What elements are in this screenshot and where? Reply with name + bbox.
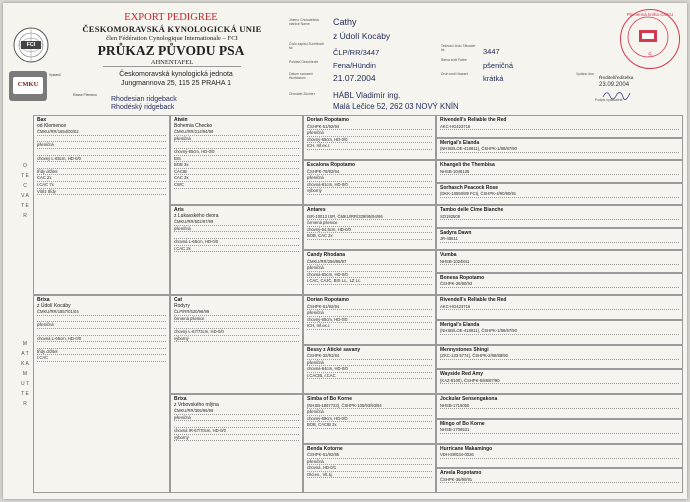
issuer-address: Jungmannova 25, 115 25 PRAHA 1 bbox=[120, 80, 231, 87]
detail-line: r.CAC 7x bbox=[37, 182, 166, 189]
detail-line: ČSHPK-26/90/93 bbox=[440, 281, 679, 288]
grandparent-cell bbox=[170, 394, 303, 493]
parent-cell bbox=[33, 115, 170, 295]
dog-name: Escalona Ropotamo bbox=[307, 162, 356, 168]
detail-line: pšeničná bbox=[174, 136, 299, 143]
dog-name: Aris bbox=[174, 207, 184, 213]
kennel-name: Rodyry bbox=[174, 302, 190, 309]
detail-line bbox=[37, 329, 166, 336]
great-great-grandparent-cell bbox=[436, 183, 683, 206]
dog-birthdate: 21.07.2004 bbox=[333, 73, 376, 83]
label-issued: Vydáno dne bbox=[576, 72, 594, 76]
dog-name: Mingo of Bo Korne bbox=[440, 420, 485, 427]
detail-line: (NHSB-1867723), ČSHPK-105/93/93/94 bbox=[307, 403, 432, 410]
detail-line: ČMKU/RR/305/96/99 bbox=[174, 408, 299, 415]
great-great-grandparent-cell bbox=[436, 369, 683, 394]
detail-line: BIS bbox=[174, 156, 299, 163]
great-grandparent-cell bbox=[303, 250, 436, 295]
export-pedigree-heading: EXPORT PEDIGREE bbox=[124, 12, 218, 23]
detail-line: červená pšenice bbox=[307, 220, 432, 227]
detail-line: chovný-69cm, HD-0/0 bbox=[307, 416, 432, 423]
mother-side-label: M A T K A M U T T E R bbox=[21, 341, 29, 407]
detail-line: chovná-61cm, HD-0/0 bbox=[307, 182, 432, 189]
detail-line: (NHSB/LOE-418811), ČSHPK-1/88/87/90 bbox=[440, 146, 679, 153]
dog-name: Hurricane Makamingo bbox=[440, 445, 493, 452]
detail-line: chovná L-65cm, HD-0/0 bbox=[37, 336, 166, 343]
dog-name: Rivendell's Reliable the Red bbox=[440, 297, 507, 303]
detail-line: CAC 2x bbox=[37, 175, 166, 182]
detail-line: Vítěz třídy bbox=[37, 189, 166, 196]
detail-line: NHSB-1715050 bbox=[440, 403, 679, 410]
detail-line: výborný bbox=[174, 435, 299, 442]
detail-line: (DKK-10550/89 FCI), ČSHPK-4/90/90/91 bbox=[440, 191, 679, 198]
detail-line: výborný bbox=[307, 188, 432, 195]
divider bbox=[103, 66, 241, 67]
detail-line: r.CAC 2x bbox=[174, 246, 299, 253]
detail-line: pšeničná bbox=[37, 142, 166, 149]
detail-line: CAC 3x bbox=[174, 175, 299, 182]
dog-name: Benda Kotorne bbox=[307, 445, 343, 452]
issue-date: 23.09.2004 bbox=[599, 82, 630, 88]
detail-line: pšeničná bbox=[307, 310, 432, 317]
label-sex: Pohlaví Geschlecht bbox=[289, 60, 319, 64]
great-grandparent-cell bbox=[303, 394, 436, 444]
dog-tattoo: 3447 bbox=[483, 47, 500, 56]
great-great-grandparent-cell bbox=[436, 250, 683, 273]
detail-line: červená pšenice bbox=[174, 316, 299, 323]
great-grandparent-cell bbox=[303, 160, 436, 205]
kennel-name: Bohemia Checko bbox=[174, 122, 213, 129]
breeder-name: HÁBL Vladimír ing. bbox=[333, 91, 401, 100]
great-great-grandparent-cell bbox=[436, 419, 683, 444]
breed-label: Rasse Plemeno bbox=[73, 93, 97, 97]
breed-name-1: Rhodesian ridgeback bbox=[111, 96, 177, 103]
dog-name: Bonesa Ropotamo bbox=[440, 274, 485, 281]
detail-line: ČSHPK-36/90/91 bbox=[440, 477, 679, 484]
label-breeder: Chovatel Züchter bbox=[289, 92, 315, 96]
detail-line: chovná, HD-0/1 bbox=[307, 465, 432, 472]
great-great-grandparent-cell bbox=[436, 205, 683, 228]
dog-name: Dorian Ropotamo bbox=[307, 117, 349, 123]
dog-name: Merigal's Elanda bbox=[440, 321, 480, 328]
detail-line: ČMKU/RR/1857/01/04 bbox=[37, 309, 166, 316]
breeder-address: Malá Lečice 52, 262 03 NOVÝ KNÍN bbox=[333, 102, 459, 111]
detail-line: třídy držitel bbox=[37, 169, 166, 176]
detail-line: pšeničná bbox=[37, 322, 166, 329]
kennel-name: z Lukavského dvora bbox=[174, 212, 219, 219]
parent-cell bbox=[33, 295, 170, 493]
detail-line bbox=[174, 142, 299, 149]
grandparent-cell bbox=[170, 205, 303, 295]
dog-color: pšeničná bbox=[483, 61, 514, 70]
great-great-grandparent-cell bbox=[436, 273, 683, 296]
grandparent-cell bbox=[170, 115, 303, 205]
dog-name: Brixa bbox=[37, 297, 50, 303]
dog-registration: ČLP/RR/3447 bbox=[333, 48, 380, 57]
dog-coat: krátká bbox=[483, 74, 504, 83]
dog-name: Brixa bbox=[174, 396, 187, 402]
detail-line bbox=[37, 316, 166, 323]
dog-name: Rivendell's Reliable the Red bbox=[440, 117, 507, 123]
detail-line: chovný-65cm, HD-0/0 bbox=[307, 137, 432, 144]
detail-line: JR-48611 bbox=[440, 236, 679, 243]
detail-line bbox=[37, 149, 166, 156]
father-side-label: O T E C V A T E R bbox=[21, 163, 29, 219]
dog-name: Jockular Sensengakona bbox=[440, 396, 498, 402]
dog-name: Candy Rhodana bbox=[307, 252, 346, 258]
fci-membership: člen Fédération Cynologique Internationale – FCI bbox=[106, 35, 238, 42]
great-grandparent-cell bbox=[303, 205, 436, 250]
detail-line: ČMKU/RR/214/94/99 bbox=[174, 129, 299, 136]
detail-line: ČSHPK-51/92/95 bbox=[307, 452, 432, 459]
dog-name: Vumba bbox=[440, 252, 457, 258]
detail-line bbox=[37, 162, 166, 169]
label-registration: Číslo zápisu Zuchtbuch Nr. bbox=[289, 42, 325, 50]
detail-line: pšeničná bbox=[307, 360, 432, 367]
detail-line: r.CACIB, r.CAC bbox=[307, 373, 432, 380]
label-signature: Podpis vydavatele bbox=[595, 98, 623, 102]
detail-line: pšeničná bbox=[307, 265, 432, 272]
great-great-grandparent-cell bbox=[436, 320, 683, 345]
great-grandparent-cell bbox=[303, 295, 436, 345]
great-great-grandparent-cell bbox=[436, 345, 683, 370]
dog-name: Simba of Bo Korne bbox=[307, 396, 353, 402]
detail-line: ČMKU/RR/256/95/97 bbox=[307, 259, 432, 266]
kennel-name: z Údolí Kocáby bbox=[37, 302, 71, 309]
dog-name: Sadyra Dawn bbox=[440, 229, 472, 236]
detail-line: BOB, CACIB 2x bbox=[307, 422, 432, 429]
dog-name: Arvela Ropotamo bbox=[440, 470, 482, 477]
detail-line: r.CAC, CAJC, BIS Lc., LZ Lc. bbox=[307, 278, 432, 285]
great-great-grandparent-cell bbox=[436, 444, 683, 469]
detail-line bbox=[174, 421, 299, 428]
label-name: Jméno Chovatelská stanice Name bbox=[289, 18, 319, 26]
detail-line: pšeničná bbox=[174, 415, 299, 422]
detail-line: chovná IR-67/70cm, HD-0/0 bbox=[174, 428, 299, 435]
detail-line: pšeničná bbox=[307, 409, 432, 416]
fci-logo: FCI bbox=[12, 25, 50, 69]
detail-line: r.CAC bbox=[37, 355, 166, 362]
detail-line: AKC-HG423716 bbox=[440, 304, 679, 311]
dog-name: Bax bbox=[37, 117, 47, 123]
detail-line: pšeničná bbox=[174, 226, 299, 233]
detail-line: AKC-HG423716 bbox=[440, 124, 679, 131]
dog-name: Antares bbox=[307, 207, 326, 213]
detail-line: (NHSB/LOE-418811), ČSHPK-1/88/87/90 bbox=[440, 328, 679, 335]
detail-line: ČMKU/RR/502/97/99 bbox=[174, 219, 299, 226]
great-great-grandparent-cell bbox=[436, 394, 683, 419]
dog-name: Sorhasch Peacock Rose bbox=[440, 184, 499, 191]
label-color: Barva srsti Farbe bbox=[441, 58, 467, 62]
label-tattoo: Tetovací číslo Tätowier Nr. bbox=[441, 44, 476, 52]
detail-line: ISR-10012 ISR, ČMKU/RR/339/95/94/96 bbox=[307, 214, 432, 221]
detail-line: chovná-65cm, HD-0/0 bbox=[307, 272, 432, 279]
document-title: PRŮKAZ PŮVODU PSA bbox=[97, 43, 245, 58]
great-great-grandparent-cell bbox=[436, 160, 683, 183]
detail-line: BOB, CAC 2x bbox=[307, 233, 432, 240]
detail-line: ČSHPK-51/92/94 bbox=[307, 124, 432, 131]
detail-line: VDH-89/034-0026 bbox=[440, 452, 679, 459]
detail-line: (ZKC-133 5774), ČSHPK-2/89/88/90 bbox=[440, 353, 679, 360]
detail-line: chovný-64,5cm, HD-0/0 bbox=[307, 227, 432, 234]
label-birth: Datum narození Wurfdatum bbox=[289, 72, 314, 80]
kennel-name: z Vrbovského mlýna bbox=[174, 401, 219, 408]
dog-name: Dorian Ropotamo bbox=[307, 297, 349, 303]
issuer-signature-title: Ředitel/ředitelka bbox=[599, 76, 634, 81]
detail-line: chovná-64cm, HD-0/0 bbox=[307, 366, 432, 373]
detail-line: ČSHPK-51/92/94 bbox=[307, 304, 432, 311]
detail-line: chovná L-65cm, HD-0/0 bbox=[174, 239, 299, 246]
detail-line: pšeničná bbox=[307, 175, 432, 182]
dog-kennel: z Údolí Kocáby bbox=[333, 31, 391, 41]
label-coat: Druh srsti Haarart bbox=[441, 72, 468, 76]
detail-line: výborný bbox=[174, 336, 299, 343]
detail-line: NHSB-1708531 bbox=[440, 427, 679, 434]
great-great-grandparent-cell bbox=[436, 138, 683, 161]
detail-line: (KAZ-8100), ČSHPK-5/88/87/90 bbox=[440, 378, 679, 385]
detail-line: ČSHPK-32/91/94 bbox=[307, 353, 432, 360]
pedigree-document bbox=[3, 3, 687, 499]
signature bbox=[601, 87, 631, 105]
document-subtitle: AHNENTAFEL bbox=[150, 59, 194, 66]
detail-line: NHSB-1048135 bbox=[440, 169, 679, 176]
detail-line bbox=[37, 342, 166, 349]
detail-line: CACIB bbox=[174, 169, 299, 176]
issuer-name: Českomoravská kynologická jednota bbox=[119, 71, 233, 78]
kennel-name: od Klemence bbox=[37, 122, 67, 129]
detail-line: SO192509 bbox=[440, 214, 679, 221]
detail-line: Old.ex., Vit.sj. bbox=[307, 472, 432, 479]
detail-line: BOB 3x bbox=[174, 162, 299, 169]
dog-name: Atwin bbox=[174, 117, 188, 123]
detail-line: NHSB-1024841 bbox=[440, 259, 679, 266]
breed-book-stamp: Plemenná kniha ČMKU 5 bbox=[620, 9, 680, 69]
detail-line: třídy držitel bbox=[37, 349, 166, 356]
detail-line bbox=[37, 136, 166, 143]
detail-line: CWC bbox=[174, 182, 299, 189]
great-great-grandparent-cell bbox=[436, 468, 683, 493]
grandparent-cell bbox=[170, 295, 303, 394]
dog-name: Wayside Red Amy bbox=[440, 371, 483, 378]
dog-name: Bessy z Atické savany bbox=[307, 346, 361, 353]
cmku-logo: CMKU bbox=[9, 71, 47, 101]
great-great-grandparent-cell bbox=[436, 228, 683, 251]
dog-name: Mennystones Shingi bbox=[440, 346, 489, 353]
great-grandparent-cell bbox=[303, 345, 436, 395]
great-grandparent-cell bbox=[303, 115, 436, 160]
organization-name: ČESKOMORAVSKÁ KYNOLOGICKÁ UNIE bbox=[82, 24, 262, 34]
detail-line: chovný-65cm, HD-0/0 bbox=[174, 149, 299, 156]
dog-name: Cat bbox=[174, 297, 183, 303]
breed-name-2: Rhodéský ridgeback bbox=[111, 104, 175, 111]
detail-line: ČLP/RR/520/96/99 bbox=[174, 309, 299, 316]
dog-sex: Fena/Hündin bbox=[333, 61, 376, 70]
issued-by-label: Vystavil bbox=[49, 73, 61, 77]
detail-line: chovný-65cm, HD-0/0 bbox=[307, 317, 432, 324]
dog-name: Tambo delle Cime Bianche bbox=[440, 207, 504, 213]
dog-name: Cathy bbox=[333, 17, 357, 27]
detail-line bbox=[174, 322, 299, 329]
great-great-grandparent-cell bbox=[436, 115, 683, 138]
detail-line: chovný L-67/73cm, HD-0/0 bbox=[174, 329, 299, 336]
dog-name: Khangeli the Thembisa bbox=[440, 162, 495, 168]
detail-line: ICH, Inf.ex.r. bbox=[307, 143, 432, 150]
detail-line: chovný L-65cm, HD-0/0 bbox=[37, 156, 166, 163]
detail-line: ČSHPK-78/92/94 bbox=[307, 169, 432, 176]
detail-line: pšeničná bbox=[307, 130, 432, 137]
detail-line: ICH, Inf.ex.r. bbox=[307, 323, 432, 330]
great-grandparent-cell bbox=[303, 444, 436, 494]
detail-line bbox=[174, 232, 299, 239]
great-great-grandparent-cell bbox=[436, 295, 683, 320]
detail-line: ČMKU/RR/1654/00/02 bbox=[37, 129, 166, 136]
dog-name: Merigal's Elanda bbox=[440, 139, 480, 146]
detail-line: pšeničná bbox=[307, 459, 432, 466]
